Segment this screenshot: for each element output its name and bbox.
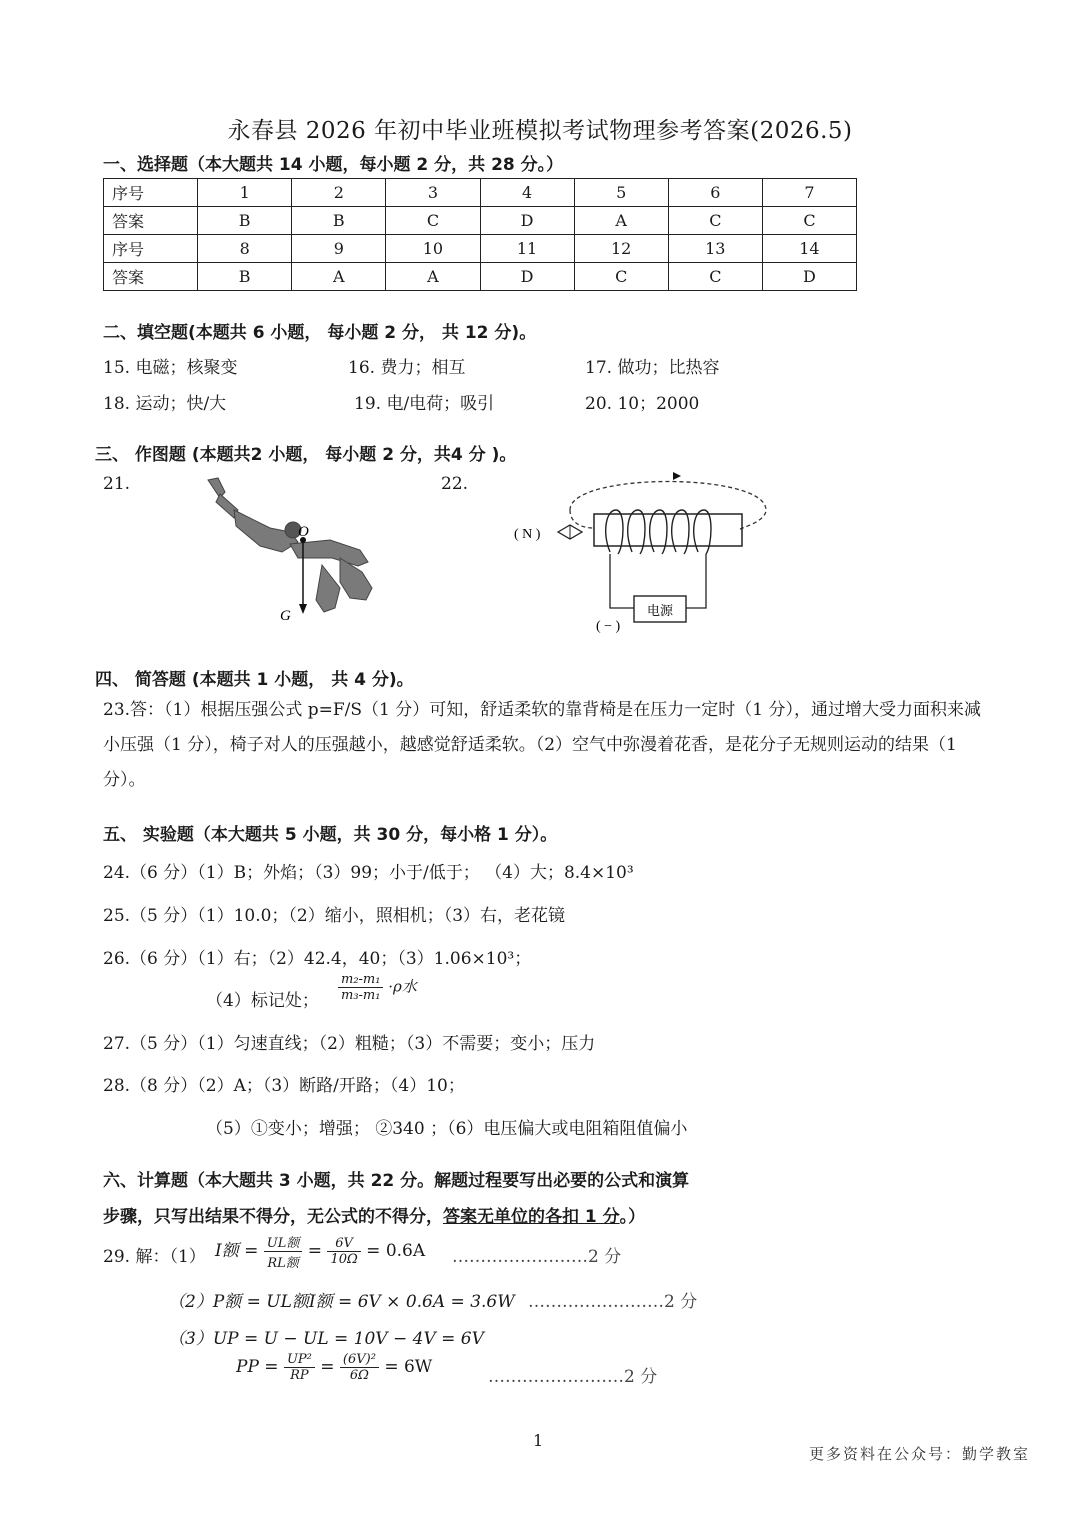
answer-15: 15. 电磁；核聚变 xyxy=(103,358,238,378)
page-title: 永春县 2026 年初中毕业班模拟考试物理参考答案(2026.5) xyxy=(227,118,853,144)
footer-note: 更多资料在公众号：勤学教室 xyxy=(808,1445,1030,1463)
power-frac-num: UP² xyxy=(284,1352,315,1368)
section-6-heading-line1: 六、计算题（本大题共 3 小题，共 22 分。解题过程要写出必要的公式和演算 xyxy=(103,1171,690,1191)
table-cell: 13 xyxy=(668,235,762,263)
answer-21-label: 21. xyxy=(103,474,131,494)
current-frac-den2: 10Ω xyxy=(330,1252,358,1267)
table-cell: D xyxy=(762,263,856,291)
table-cell: A xyxy=(574,207,668,235)
table-cell: D xyxy=(480,207,574,235)
section-1-heading: 一、选择题（本大题共 14 小题，每小题 2 分，共 28 分。） xyxy=(103,155,564,175)
answer-29-step2: （2）P额 = UL额I额 = 6V × 0.6A = 3.6W xyxy=(168,1292,515,1312)
current-lhs: I额 = xyxy=(215,1241,259,1261)
table-cell: 10 xyxy=(386,235,480,263)
power-frac-den2: 6Ω xyxy=(349,1368,369,1383)
table-cell: 14 xyxy=(762,235,856,263)
table-cell: C xyxy=(762,207,856,235)
section-5-heading: 五、 实验题（本大题共 5 小题，共 30 分，每小格 1 分）。 xyxy=(103,825,558,845)
answer-26-part2: （4）标记处； xyxy=(206,991,319,1011)
answer-29-step1: I额 = $\frac{\text{UL额}}{\text{RL额}}$ = $\frac{6V}{10\Omega}$ = 0.6A xyxy=(215,1232,425,1271)
answer-25: 25.（5 分）（1）10.0；（2）缩小，照相机；（3）右，老花镜 xyxy=(103,906,566,926)
table-row-header: 序号 xyxy=(104,179,198,207)
current-result: = 0.6A xyxy=(366,1241,426,1261)
current-frac-num2: 6V xyxy=(327,1236,360,1252)
answer-29-label: 29. 解：（1） xyxy=(103,1247,206,1267)
section-6-heading-underlined: 答案无单位的各扣 1 分 xyxy=(443,1207,620,1227)
answer-29-step3a: （3）UP = U − UL = 10V − 4V = 6V xyxy=(168,1329,484,1349)
north-pole-label: ( N ) xyxy=(514,527,541,542)
section-3-heading: 三、 作图题 (本题共2 小题， 每小题 2 分，共4 分 )。 xyxy=(95,445,517,465)
answer-26-part1: 26.（6 分）（1）右；（2）42.4，40；（3）1.06×10³； xyxy=(103,949,532,969)
power-frac-num2: (6V)² xyxy=(340,1352,379,1368)
athlete-gravity-figure xyxy=(190,470,390,630)
answer-24: 24.（6 分）（1）B；外焰；（3）99；小于/低于； （4）大；8.4×10³ xyxy=(103,863,634,883)
density-formula xyxy=(338,972,417,1003)
answer-23: 23.答：（1）根据压强公式 p=F/S（1 分）可知，舒适柔软的靠背椅是在压力一定时（1 分），通过增大受力面积来减小压强（1 分），椅子对人的压强越小，越感觉舒适柔软。（2）空气中弥漫着花香，是花分子无规则运动的结果（1 分）。 xyxy=(103,700,981,790)
answer-17: 17. 做功；比热容 xyxy=(585,358,720,378)
answer-20: 20. 10；2000 xyxy=(585,394,700,414)
table-cell: A xyxy=(292,263,386,291)
table-cell: 9 xyxy=(292,235,386,263)
table-cell: 7 xyxy=(762,179,856,207)
table-cell: 4 xyxy=(480,179,574,207)
current-frac-num: UL额 xyxy=(264,1232,303,1252)
table-row-header: 答案 xyxy=(104,263,198,291)
table-row xyxy=(104,207,857,235)
answer-28-part1: 28.（8 分）（2）A；（3）断路/开路；（4）10； xyxy=(103,1076,465,1096)
solenoid-figure xyxy=(510,462,790,637)
table-cell: B xyxy=(198,207,292,235)
table-cell: C xyxy=(386,207,480,235)
formula-denominator: m₃-m₁ xyxy=(341,988,381,1003)
table-cell: 3 xyxy=(386,179,480,207)
formula-rho: ·ρ水 xyxy=(388,977,417,996)
table-cell: 5 xyxy=(574,179,668,207)
power-result: = 6W xyxy=(384,1357,433,1377)
answer-table xyxy=(103,178,857,291)
current-frac-den: RL额 xyxy=(267,1256,299,1271)
answer-29-step3b: PP = $\frac{\text{UP²}}{RP}$ = $\frac{\text{(6V)²}}{6\Omega}$ = 6W xyxy=(236,1352,433,1383)
power-lhs: PP = xyxy=(236,1357,279,1377)
table-cell: A xyxy=(386,263,480,291)
formula-numerator: m₂-m₁ xyxy=(338,972,383,988)
section-2-heading: 二、填空题(本题共 6 小题， 每小题 2 分， 共 12 分)。 xyxy=(103,323,537,343)
table-cell: 6 xyxy=(668,179,762,207)
answer-27: 27.（5 分）（1）匀速直线；（2）粗糙；（3）不需要；变小；压力 xyxy=(103,1034,596,1054)
answer-28-part2: （5）①变小；增强； ②340 ；（6）电压偏大或电阻箱阻值偏小 xyxy=(206,1119,688,1139)
power-frac-den: RP xyxy=(290,1368,309,1383)
answer-16: 16. 费力；相互 xyxy=(348,358,466,378)
table-cell: 12 xyxy=(574,235,668,263)
page-number: 1 xyxy=(533,1431,544,1450)
answer-19: 19. 电/电荷；吸引 xyxy=(354,394,495,414)
power-source-label: 电源 xyxy=(646,604,674,619)
answer-18: 18. 运动；快/大 xyxy=(103,394,227,414)
score-step2: ……………………2 分 xyxy=(528,1292,698,1312)
table-row xyxy=(104,179,857,207)
table-cell: B xyxy=(292,207,386,235)
table-cell: D xyxy=(480,263,574,291)
table-cell: 8 xyxy=(198,235,292,263)
table-cell: B xyxy=(198,263,292,291)
table-cell: 11 xyxy=(480,235,574,263)
table-cell: C xyxy=(668,207,762,235)
table-cell: C xyxy=(668,263,762,291)
answer-22-label: 22. xyxy=(441,474,469,494)
table-row-header: 序号 xyxy=(104,235,198,263)
table-cell: C xyxy=(574,263,668,291)
table-cell: 2 xyxy=(292,179,386,207)
negative-terminal-label: ( − ) xyxy=(596,619,621,634)
score-step3: ……………………2 分 xyxy=(488,1367,658,1387)
table-row xyxy=(104,263,857,291)
table-row-header: 答案 xyxy=(104,207,198,235)
table-row xyxy=(104,235,857,263)
score-step1: ……………………2 分 xyxy=(452,1247,622,1267)
gravity-g-label: G xyxy=(280,608,291,624)
section-6-heading-end: 。） xyxy=(619,1207,646,1227)
section-6-heading-line2 xyxy=(103,1202,645,1227)
section-4-heading: 四、 简答题 (本题共 1 小题， 共 4 分)。 xyxy=(95,670,414,690)
point-o-label: O xyxy=(298,524,309,540)
section-6-heading-text: 步骤，只写出结果不得分，无公式的不得分， xyxy=(103,1207,443,1227)
table-cell: 1 xyxy=(198,179,292,207)
